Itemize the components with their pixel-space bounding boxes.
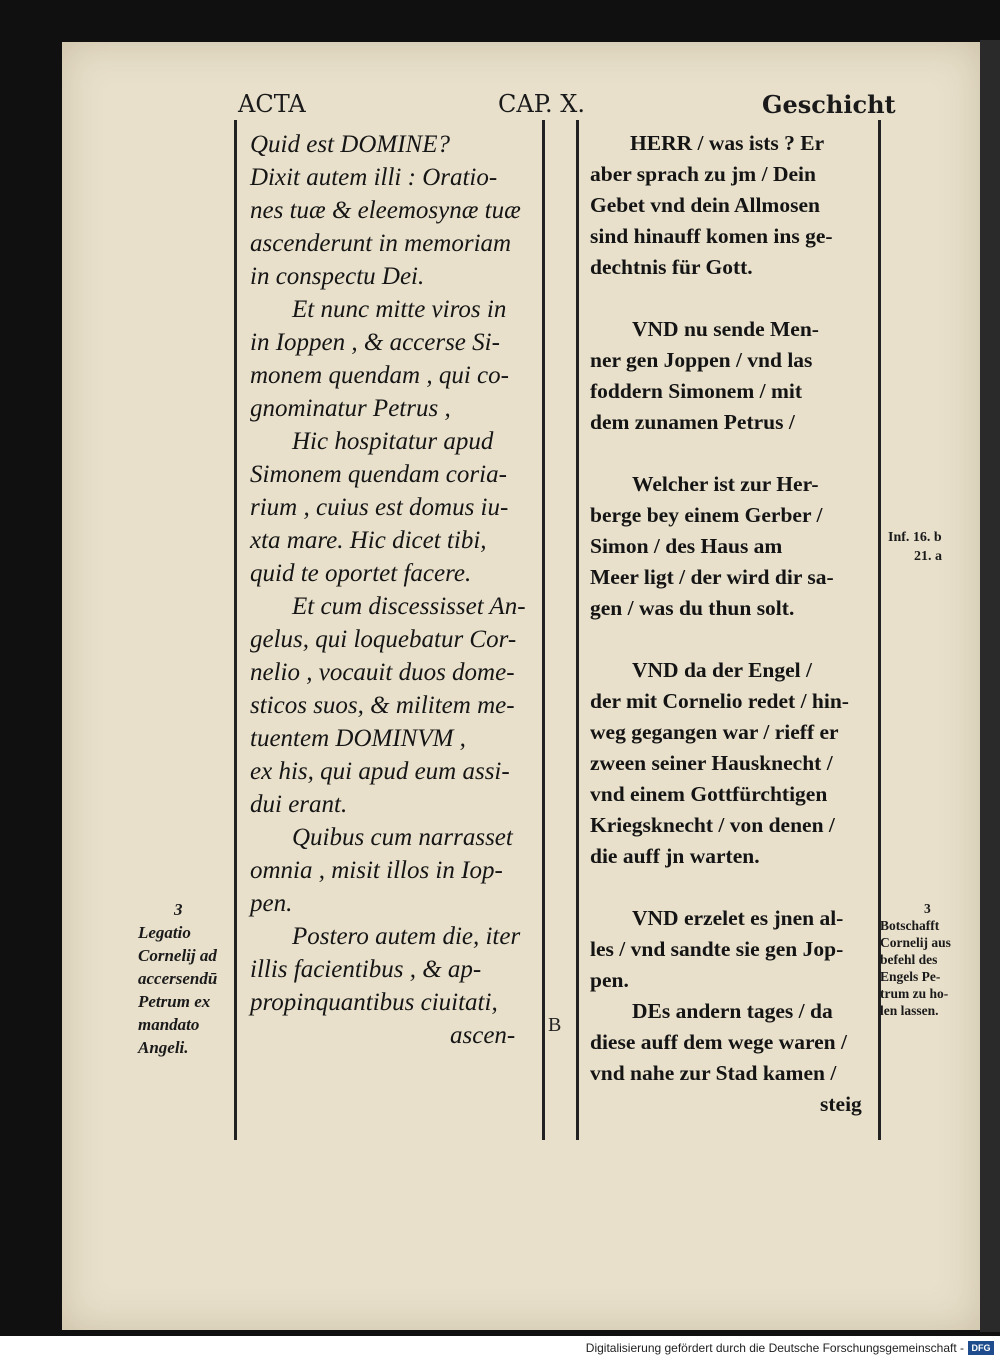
- latin-column: [250, 128, 538, 1052]
- german-line: dechtnis für Gott.: [590, 255, 753, 279]
- german-line: ner gen Joppen / vnd las: [590, 348, 813, 372]
- margin-note-line: len lassen.: [880, 1003, 939, 1018]
- german-line: steig: [820, 1092, 862, 1116]
- rule-left: [234, 120, 237, 1140]
- funding-notice: Digitalisierung gefördert durch die Deutsche Forschungsgemeinschaft -: [585, 1341, 964, 1355]
- german-line: sind hinauff komen ins ge-: [590, 224, 833, 248]
- latin-line: Postero autem die, iter: [292, 923, 521, 950]
- german-line: HERR / was ists ? Er: [630, 131, 825, 155]
- german-line: aber sprach zu jm / Dein: [590, 162, 816, 186]
- latin-line: Et cum discessisset An-: [292, 593, 526, 620]
- latin-line: pen.: [250, 890, 293, 917]
- margin-note-line: Petrum ex: [138, 992, 211, 1011]
- german-line: gen / was du thun solt.: [590, 596, 795, 620]
- latin-line: Et nunc mitte viros in: [292, 296, 507, 323]
- german-line: vnd einem Gottfürchtigen: [590, 782, 828, 806]
- header-center: CAP. X.: [498, 90, 585, 118]
- latin-line: nes tuæ & eleemosynæ tuæ: [250, 197, 521, 224]
- latin-line: Quid est DOMINE?: [250, 131, 450, 158]
- margin-note-line: mandato: [138, 1015, 200, 1034]
- german-line: weg gegangen war / rieff er: [590, 720, 839, 744]
- margin-note-line: accersendū: [138, 969, 218, 988]
- latin-line: tuentem DOMINVM ,: [250, 725, 466, 752]
- margin-ref-line: Inf. 16. b: [888, 530, 942, 545]
- margin-note-line: 3: [924, 901, 931, 916]
- margin-note-line: Engels Pe-: [880, 969, 941, 984]
- latin-line: gelus, qui loquebatur Cor-: [250, 626, 517, 653]
- german-line: diese auff dem wege waren /: [590, 1030, 847, 1054]
- latin-line: quid te oportet facere.: [250, 560, 472, 587]
- rule-middle-right: [576, 120, 579, 1140]
- latin-line: in Ioppen , & accerse Si-: [250, 329, 500, 356]
- margin-note-line: Legatio: [138, 923, 191, 942]
- margin-note-line: Cornelij aus: [880, 935, 951, 950]
- german-line: VND da der Engel /: [632, 658, 812, 682]
- margin-note-line: 3: [174, 900, 183, 919]
- german-line: Welcher ist zur Her-: [632, 472, 819, 496]
- latin-line: sticos suos, & militem me-: [250, 692, 515, 719]
- german-line: berge bey einem Gerber /: [590, 503, 823, 527]
- margin-note-line: Cornelij ad: [138, 946, 217, 965]
- latin-line: monem quendam , qui co-: [250, 362, 509, 389]
- german-line: Gebet vnd dein Allmosen: [590, 193, 820, 217]
- german-line: pen.: [590, 968, 629, 992]
- dfg-logo-icon: DFG: [968, 1341, 994, 1355]
- german-line: VND nu sende Men-: [632, 317, 819, 341]
- german-line: foddern Simonem / mit: [590, 379, 803, 403]
- latin-line: in conspectu Dei.: [250, 263, 425, 290]
- german-line: zween seiner Hausknecht /: [590, 751, 833, 775]
- signature-mark: B: [548, 1014, 562, 1036]
- footer-bar: [0, 1336, 1000, 1360]
- margin-note-german: [880, 900, 951, 1019]
- german-line: dem zunamen Petrus /: [590, 410, 795, 434]
- latin-line: xta mare. Hic dicet tibi,: [250, 527, 487, 554]
- german-line: der mit Cornelio redet / hin-: [590, 689, 849, 713]
- latin-line: ascen-: [450, 1022, 516, 1049]
- latin-line: Hic hospitatur apud: [292, 428, 494, 455]
- german-line: Kriegsknecht / von denen /: [590, 813, 835, 837]
- latin-line: nelio , vocauit duos dome-: [250, 659, 515, 686]
- latin-line: ascenderunt in memoriam: [250, 230, 512, 257]
- latin-line: Simonem quendam coria-: [250, 461, 507, 488]
- german-line: les / vnd sandte sie gen Jop-: [590, 937, 844, 961]
- latin-line: ex his, qui apud eum assi-: [250, 758, 510, 785]
- latin-line: Dixit autem illi : Oratio-: [250, 164, 498, 191]
- german-line: Meer ligt / der wird dir sa-: [590, 565, 834, 589]
- page-edge: [980, 40, 1000, 1332]
- latin-line: Quibus cum narrasset: [292, 824, 513, 851]
- margin-ref-line: 21. a: [914, 549, 942, 564]
- header-right: Geschicht: [762, 90, 896, 119]
- header-left: ACTA: [238, 90, 306, 118]
- margin-note-line: befehl des: [880, 952, 938, 967]
- german-line: vnd nahe zur Stad kamen /: [590, 1061, 837, 1085]
- latin-line: dui erant.: [250, 791, 348, 818]
- margin-note-line: Botschafft: [880, 918, 940, 933]
- german-line: DEs andern tages / da: [632, 999, 833, 1023]
- german-line: die auff jn warten.: [590, 844, 760, 868]
- german-column: [590, 128, 876, 1120]
- german-line: VND erzelet es jnen al-: [632, 906, 844, 930]
- margin-note-latin: [138, 898, 217, 1059]
- margin-note-line: trum zu ho-: [880, 986, 949, 1001]
- margin-reference: [888, 528, 942, 566]
- german-line: Simon / des Haus am: [590, 534, 783, 558]
- latin-line: illis facientibus , & ap-: [250, 956, 482, 983]
- latin-line: gnominatur Petrus ,: [250, 395, 451, 422]
- latin-line: omnia , misit illos in Iop-: [250, 857, 503, 884]
- margin-note-line: Angeli.: [138, 1038, 189, 1057]
- rule-middle-left: [542, 120, 545, 1140]
- latin-line: rium , cuius est domus iu-: [250, 494, 509, 521]
- latin-line: propinquantibus ciuitati,: [250, 989, 498, 1016]
